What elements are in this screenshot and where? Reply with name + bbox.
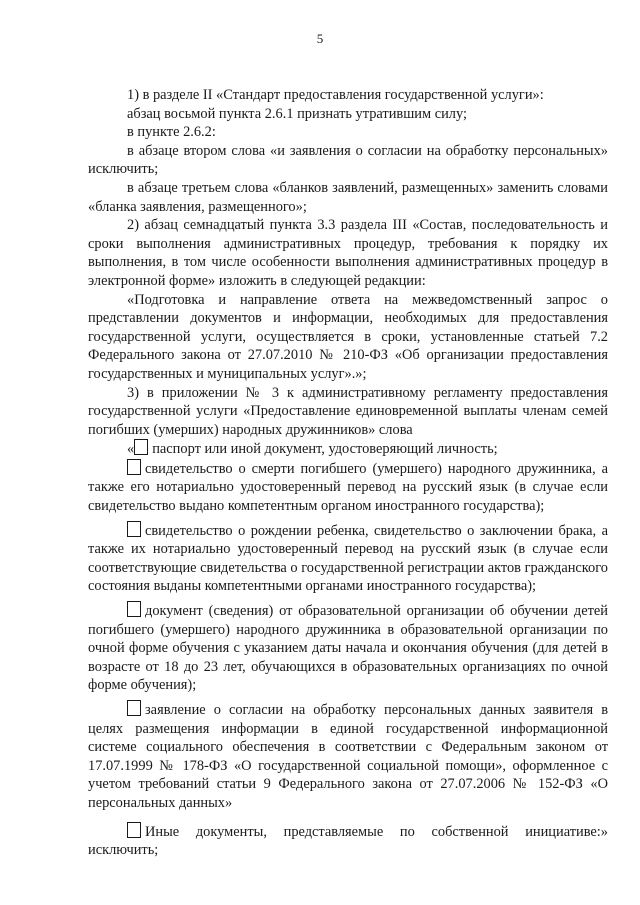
- paragraph-clause-2-6-1: абзац восьмой пункта 2.6.1 признать утратившим силу;: [127, 105, 467, 122]
- checkbox-icon: [127, 459, 141, 475]
- checkbox-icon: [127, 521, 141, 537]
- paragraph-third-subclause: в абзаце третьем слова «бланков заявлений, размещенных» заменить словами «бланка заявления, размещенного»;: [88, 179, 608, 215]
- paragraph-appendix-3: 3) в приложении № 3 к административному регламенту предоставления государственной услуги «Предоставление единовременной выплаты членам семей погибших (умерших) народных дружинников» слова: [88, 384, 608, 438]
- list-item-text: документ (сведения) от образовательной организации об обучении детей погибшего (умершего) народного дружинника в образовательной организации по очной форме обучения с указанием даты начала и окончания обучения (для детей в возрасте от 18 до 23 лет, обучающихся в образовательных организациях по очной форме обучения);: [88, 603, 608, 694]
- paragraph-new-wording: «Подготовка и направление ответа на межведомственный запрос о представлении документов и информации, необходимых для предоставления государственной услуги, осуществляется в сроки, установленные статьей 7.2 Федерального закона от 27.07.2010 № 210-ФЗ «Об организации предоставления государственных и муниципальных услуг».»;: [88, 291, 608, 382]
- list-item-death-certificate: [88, 459, 608, 516]
- paragraph-amend-section-ii: 1) в разделе II «Стандарт предоставления государственной услуги»:: [127, 87, 544, 103]
- list-item-text: паспорт или иной документ, удостоверяющий личность;: [152, 441, 498, 458]
- checkbox-icon: [127, 601, 141, 617]
- list-item-passport: [88, 439, 608, 459]
- open-quote: «: [127, 441, 135, 458]
- list-item-text: заявление о согласии на обработку персональных данных заявителя в целях размещения информации в единой государственной информационной системе социального обеспечения в соответствии с Федеральным законом от 17.07.1999 № 178-ФЗ «О государственной социальной помощи», оформленное с учетом требований статьи 9 Федерального закона от 27.07.2006 № 152-ФЗ «О персональных данных»: [88, 702, 608, 811]
- list-item-text: Иные документы, представляемые по собственной инициативе:» исключить;: [88, 823, 608, 859]
- page-number: 5: [316, 31, 324, 46]
- checkbox-icon: [127, 822, 141, 838]
- paragraph-amend-clause-3-3: 2) абзац семнадцатый пункта 3.3 раздела III «Состав, последовательность и сроки выполнения административных процедур, требования к порядку их выполнения, в том числе особенности выполнения административных процедур в электронной форме» изложить в следующей редакции:: [88, 217, 608, 289]
- list-item-text: свидетельство о рождении ребенка, свидетельство о заключении брака, а также их нотариально удостоверенный перевод на русский язык (в случае если соответствующие свидетельства о государственной регистрации актов гражданского состояния выданы компетентными органами иностранного государства);: [88, 522, 608, 595]
- checkbox-icon: [127, 700, 141, 716]
- list-item-other-documents: [88, 822, 608, 860]
- paragraph-second-subclause: в абзаце втором слова «и заявления о согласии на обработку персональных» исключить;: [88, 142, 608, 178]
- paragraph-clause-2-6-2: в пункте 2.6.2:: [127, 124, 216, 141]
- document-body: [88, 86, 608, 860]
- list-item-education-document: [88, 601, 608, 695]
- list-item-consent-statement: [88, 700, 608, 813]
- list-item-birth-certificate: [88, 521, 608, 596]
- checkbox-icon: [134, 439, 148, 455]
- list-item-text: свидетельство о смерти погибшего (умершего) народного дружинника, а также его нотариально удостоверенный перевод на русский язык (в случае если свидетельство выдано компетентным органом иностранного государства);: [88, 460, 608, 515]
